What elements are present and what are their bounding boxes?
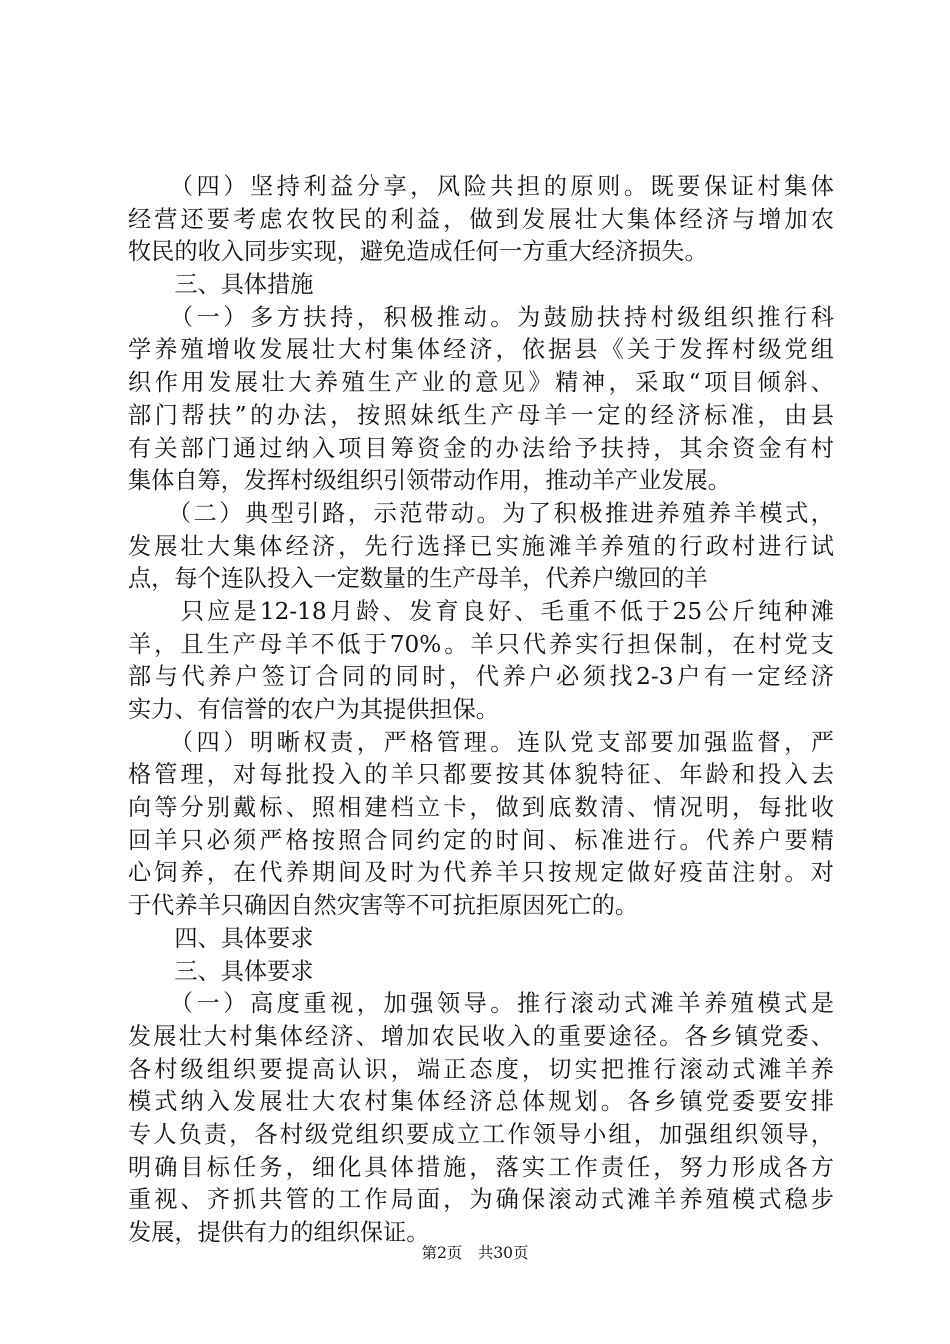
text-line: （一）高度重视，加强领导。推行滚动式滩羊养殖模式是 [128,990,834,1018]
text-line: 回羊只必须严格按照合同约定的时间、标准进行。代养户要精 [128,826,834,854]
text-line: 集体自筹，发挥村级组织引领带动作用，推动羊产业发展。 [128,467,731,495]
text-line: 羊，且生产母羊不低于70%。羊只代养实行担保制，在村党支 [128,630,834,658]
section-heading: 三、具体要求 [128,957,314,985]
text-line: 于代养羊只确因自然灾害等不可抗拒原因死亡的。 [128,892,639,920]
text-line: 部门帮扶”的办法，按照妹纸生产母羊一定的经济标准，由县 [128,401,834,429]
text-line: 有关部门通过纳入项目筹资金的办法给予扶持，其余资金有村 [128,434,834,462]
text-line: 牧民的收入同步实现，避免造成任何一方重大经济损失。 [128,238,708,266]
text-line: （二）典型引路，示范带动。为了积极推进养殖养羊模式， [128,499,834,527]
text-line: 实力、有信誉的农户为其提供担保。 [128,696,499,723]
text-line: 发展壮大集体经济，先行选择已实施滩羊养殖的行政村进行试 [128,532,834,560]
text-line: 各村级组织要提高认识，端正态度，切实把推行滚动式滩羊养 [128,1055,834,1083]
text-line: （一）多方扶持，积极推动。为鼓励扶持村级组织推行科 [128,303,834,331]
document-body [128,171,834,1250]
text-line: 点，每个连队投入一定数量的生产母羊，代养户缴回的羊 [128,565,708,593]
page-footer [0,1243,950,1263]
text-line: 织作用发展壮大养殖生产业的意见》精神，采取“项目倾斜、 [128,369,834,397]
text-line: 发展，提供有力的组织保证。 [128,1219,430,1246]
text-line: 向等分别戴标、照相建档立卡，做到底数清、情况明，每批收 [128,794,834,822]
section-heading: 四、具体要求 [128,924,314,952]
text-line: 只应是12-18月龄、发育良好、毛重不低于25公斤纯种滩 [128,597,834,625]
text-line: 专人负责，各村级党组织要成立工作领导小组，加强组织领导， [128,1120,834,1148]
text-line: 部与代养户签订合同的同时，代养户必须找2-3户有一定经济 [128,663,834,691]
text-line: 心饲养，在代养期间及时为代养羊只按规定做好疫苗注射。对 [128,859,834,887]
text-line: 模式纳入发展壮大农村集体经济总体规划。各乡镇党委要安排 [128,1088,834,1116]
section-heading: 三、具体措施 [128,271,314,299]
text-line: 重视、齐抓共管的工作局面，为确保滚动式滩羊养殖模式稳步 [128,1186,834,1214]
text-line: （四）坚持利益分享，风险共担的原则。既要保证村集体 [128,173,834,200]
text-line: 明确目标任务，细化具体措施，落实工作责任，努力形成各方 [128,1153,834,1181]
text-line: 发展壮大村集体经济、增加农民收入的重要途径。各乡镇党委、 [128,1022,834,1050]
text-line: 格管理，对每批投入的羊只都要按其体貌特征、年龄和投入去 [128,761,834,789]
text-line: （四）明晰权责，严格管理。连队党支部要加强监督，严 [128,728,834,756]
text-line: 学养殖增收发展壮大村集体经济，依据县《关于发挥村级党组 [128,336,834,364]
page-number-label: 第2页 共30页 [421,1244,529,1262]
text-line: 经营还要考虑农牧民的利益，做到发展壮大集体经济与增加农 [128,205,834,233]
